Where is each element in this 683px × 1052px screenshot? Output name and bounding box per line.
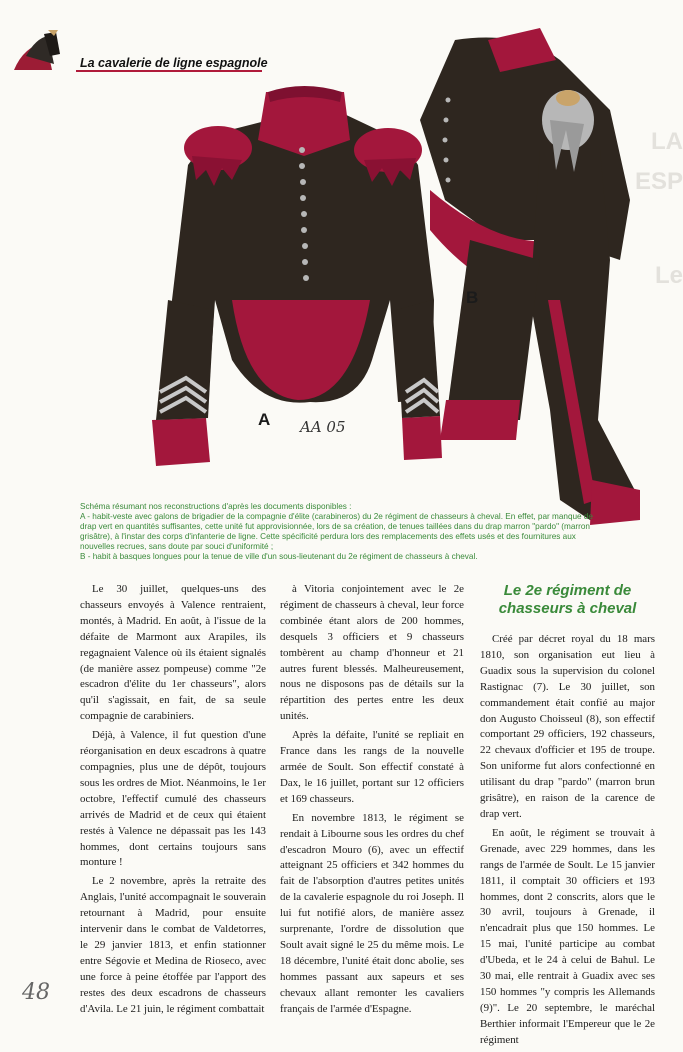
- section-title-line-2: chasseurs à cheval: [498, 600, 637, 617]
- col3-paragraph-1: Créé par décret royal du 18 mars 1810, son organisation eut lieu à Guadix sous la supervision du colonel Rastignac (7). Le 30 juillet, son commandement était confié au major don Augusto Choisseul (8), son effectif comportant 29 officiers, 192 chasseurs, 22 chevaux d'officier et 195 de troupe. Son uniforme fut alors confectionné en utilisant du drap "pardo" (marron brun grisâtre), en raison de la carence de drap vert.: [480, 633, 655, 820]
- caption-line-1: Schéma résumant nos reconstructions d'après les documents disponibles :: [80, 502, 352, 511]
- caption-line-2: A - habit-veste avec galons de brigadier de la compagnie d'élite (carabineros) du 2e régiment de chasseurs à cheval. En effet, par manque de drap vert en quantités suffisantes, cette unité fut approvisionnée, lors de sa création, de tenues taillées dans du drap marron "pardo" (marron grisâtre), à l'instar des corps d'infanterie de ligne. Cette spécificité perdura lors des remplacements des effets usés et des fournitures aux nouvelles recrues, sans doute par souci d'uniformité ;: [80, 512, 593, 551]
- artist-signature: AA 05: [300, 418, 346, 436]
- caption-line-3: B - habit à basques longues pour la tenue de ville d'un sous-lieutenant du 2e régiment de chasseurs à cheval.: [80, 552, 478, 561]
- figure-label-b: B: [466, 288, 479, 307]
- text-column-3: [480, 582, 655, 1052]
- section-title: [480, 582, 655, 618]
- ghost-text-2: ESP: [634, 168, 683, 195]
- ghost-text-3: Le: [654, 262, 683, 289]
- col2-paragraph-2: Après la défaite, l'unité se repliait en France dans les rangs de la nouvelle armée de Soult. Son effectif constaté à Dax, le 16 juillet, portant sur 12 officiers et 169 chasseurs.: [280, 729, 464, 805]
- running-header-title: La cavalerie de ligne espagnole: [80, 56, 268, 70]
- figure-caption: [80, 502, 600, 562]
- jacket-a: [152, 86, 442, 466]
- col1-paragraph-1: Le 30 juillet, quelques-uns des chasseurs envoyés à Valence rentraient, montés, à Madrid. En août, à l'issue de la défaite de Marmont aux Arapiles, ils regagnaient Valence où ils étaient signalés (de manière assez pompeuse) comme "2e escadron d'élite du 1er chasseurs", alors qu'il s'agissait, en fait, de sa seule compagnie de carabiniers.: [80, 583, 266, 723]
- section-title-line-1: Le 2e régiment de: [503, 582, 632, 599]
- col1-paragraph-3: Le 2 novembre, après la retraite des Anglais, l'unité accompagnait le souverain retournant à Madrid, pour ensuite intervenir dans le combat de Valdetorres, le 29 janvier 1813, et enfin stationner entre Ségovie et Medina de Rioseco, avec une force à peine étoffée par l'apport des restes des deux escadrons de chasseurs d'Avila. Le 21 juin, le régiment combattait: [80, 875, 266, 1015]
- col1-paragraph-2: Déjà, à Valence, il fut question d'une réorganisation en deux escadrons à quatre compagnies, plus une de dépôt, toujours sous les ordres de Miot. Néanmoins, le 1er octobre, l'effectif cumulé des chasseurs arrivés de Madrid et de ceux qui étaient restés à Valence ne dépassait pas les 143 hommes, dont certains toujours sans monture !: [80, 729, 267, 869]
- text-column-2: [280, 582, 464, 1020]
- col2-paragraph-3: En novembre 1813, le régiment se rendait à Libourne sous les ordres du chef d'escadron Mouro (6), avec un effectif atteignant 25 officiers et 342 hommes du fait de l'absorption d'autres petites unités de la cavalerie espagnole du roi Joseph. Il lui fut notifié alors, de manière assez surprenante, l'ordre de dissolution que Soult avait signé le 25 du même mois. Le 18 décembre, l'unité était donc abolie, ses hommes passant aux sapeurs et ses chevaux allant remonter les cavaliers français de l'armée d'Espagne.: [280, 811, 464, 1015]
- figure-label-a: A: [258, 410, 271, 429]
- jacket-b: [420, 28, 640, 525]
- page-number: 48: [22, 980, 50, 1005]
- col2-paragraph-1: à Vitoria conjointement avec le 2e régiment de chasseurs à cheval, leur force combinée étant alors de 200 hommes, desquels 3 officiers et 9 chasseurs tombèrent au champ d'honneur et 21 autres furent blessés. Malheureusement, nous ne disposons pas de détails sur la répartition des pertes entre les deux unités.: [280, 583, 464, 723]
- ghost-text-1: LA: [651, 128, 683, 155]
- text-column-1: [80, 582, 266, 1020]
- col3-paragraph-2: En août, le régiment se trouvait à Grenade, avec 229 hommes, dans les rangs de l'armée de Soult. Le 15 janvier 1811, il comptait 30 officiers et 193 hommes, dont 2 conscrits, alors que le 30 avril, toujours à Grenade, il n'encadrait plus que 150 hommes. Le 15 mai, l'unité participe au combat d'Ubeda, et le 24 à celui de Bahul. Le 30 mai, elle rentrait à Guadix avec ses 150 hommes "y compris les Allemands (9)". Le 20 septembre, le maréchal Berthier informait l'Empereur que le 2e régiment: [480, 826, 655, 1046]
